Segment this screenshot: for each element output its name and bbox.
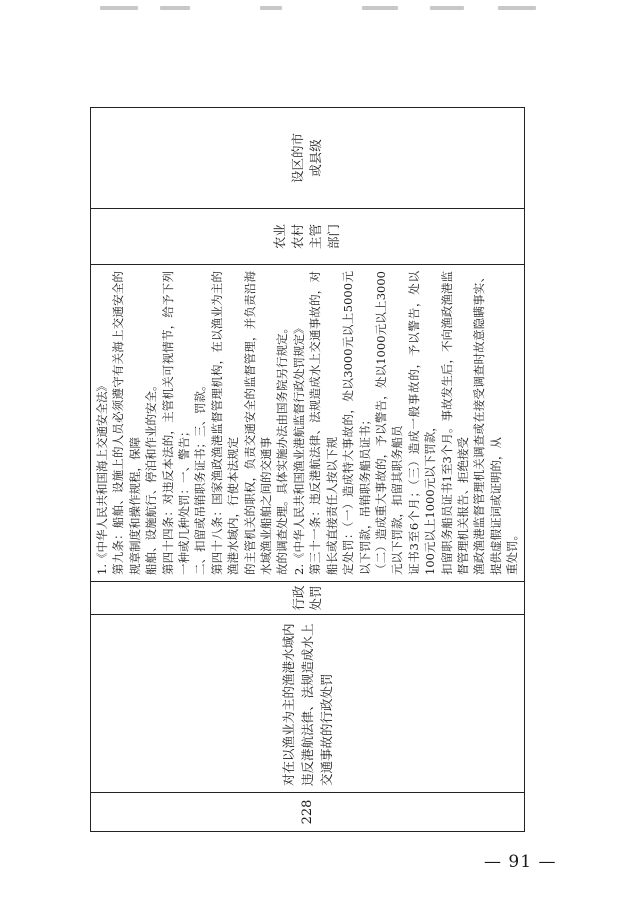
- basis-line: 故的调查处理。具体实施办法由国务院另行规定。: [275, 322, 290, 575]
- basis-line: 的主管机关的职权，负责交通安全的监督管理，并负责沿海水域渔业船舶之间的交通事: [242, 271, 274, 575]
- basis-line: 1.《中华人民共和国海上交通安全法》: [95, 380, 109, 575]
- department-line: 部门: [326, 224, 342, 250]
- item-type-line: 行政: [291, 585, 307, 611]
- enforcement-table: [90, 107, 525, 832]
- basis-line: 第九条：船舶、设施上的人员必须遵守有关海上交通安全的规章制度和操作规程，保障: [111, 271, 142, 575]
- level-line: 或县级: [308, 139, 324, 177]
- basis-line: 2.《中华人民共和国渔业港航监督行政处罚规定》: [291, 322, 306, 575]
- basis-line: 第三十一条：违反港航法律、法规造成水上交通事故的，对船长或直接责任人按以下规: [308, 271, 339, 575]
- row-number: 228: [91, 793, 525, 832]
- basis-line: 证书3至6个月；（三）造成一般事故的，予以警告，处以100元以上1000元以下罚款，: [406, 271, 438, 575]
- basis-line: 渔政渔港监督管理机关调查或在接受调查时故意隐瞒事实、提供虚假证词或证明的，从: [472, 271, 503, 575]
- item-name: 对在以渔业为主的渔港水域内违反港航法律、法规造成水上交通事故的行政处罚: [91, 615, 525, 793]
- item-type-line: 处罚: [308, 585, 324, 611]
- basis-line: 二、扣留或吊销职务证书；三、罚款。: [193, 379, 208, 575]
- legal-basis: [91, 265, 525, 582]
- basis-line: 重处罚。: [505, 529, 520, 575]
- item-type: [91, 582, 525, 615]
- table-row: [91, 108, 525, 832]
- responsible-department: [91, 209, 525, 265]
- department-line: 主管: [308, 224, 324, 250]
- basis-line: 定处罚：（一）造成特大事故的，处以3000元以上5000元以下罚款，吊销职务船员证书；: [341, 271, 372, 575]
- basis-line: （二）造成重大事故的，予以警告，处以1000元以上3000元以下罚款，扣留其职务船员: [373, 271, 405, 575]
- implementation-level: [91, 108, 525, 209]
- page-number: — 91 —: [484, 852, 557, 872]
- rotated-table-container: [90, 107, 520, 832]
- basis-line: 船舶、设施航行、停泊和作业的安全。: [144, 379, 159, 575]
- department-line: 农村: [290, 224, 306, 250]
- basis-line: 第四十八条：国家渔政渔港监督管理机构，在以渔业为主的渔港水域内，行使本法规定: [209, 271, 241, 575]
- basis-line: 第四十四条：对违反本法的，主管机关可视情节，给予下列一种或几种处罚：一、警告；: [160, 271, 192, 575]
- basis-line: 扣留职务船员证书1至3个月。事故发生后，不向渔政渔港监督管理机关报告、拒绝接受: [439, 271, 470, 575]
- top-edge-marks: [100, 6, 540, 12]
- department-line: 农业: [272, 224, 288, 250]
- level-line: 设区的市: [290, 133, 306, 184]
